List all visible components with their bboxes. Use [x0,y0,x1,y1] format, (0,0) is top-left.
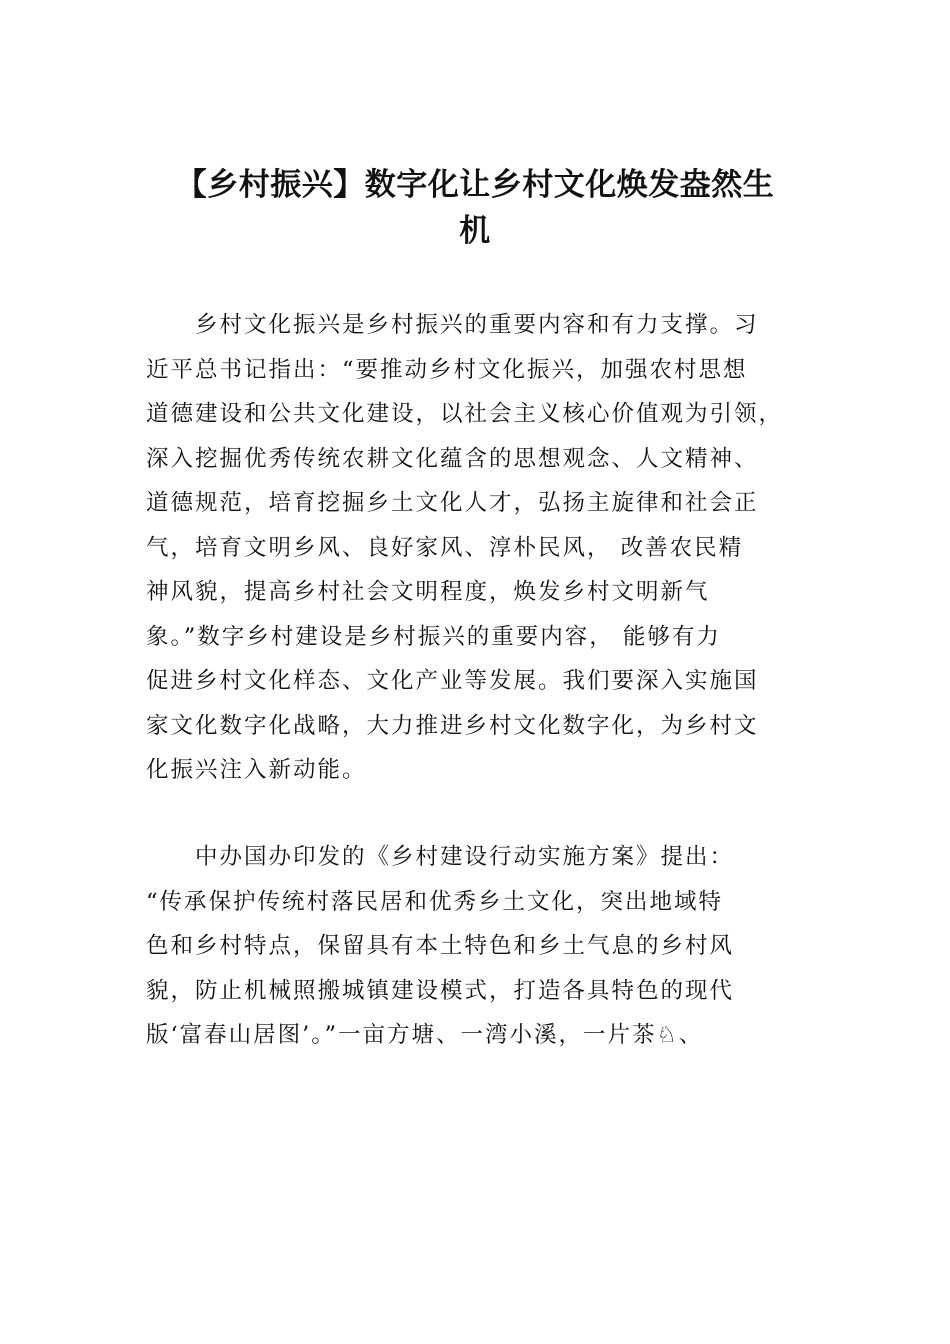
paragraph-line: 乡村文化振兴是乡村振兴的重要内容和有力支撑。习 [146,312,759,338]
paragraph-line: 家文化数字化战略，大力推进乡村文化数字化，为乡村文 [146,712,759,739]
paragraph-line: 近平总书记指出：“要推动乡村文化振兴，加强农村思想 [146,356,748,383]
paragraph-line: 神风貌，提高乡村社会文明程度，焕发乡村文明新气 [146,579,710,605]
paragraph-line: 象。”数字乡村建设是乡村振兴的重要内容， 能够有力 [146,623,721,650]
paragraph-line: 化振兴注入新动能。 [146,757,367,783]
paragraph-line: 色和乡村特点，保留具有本土特色和乡土气息的乡村风 [146,933,735,959]
paragraph-line: 中办国办印发的《乡村建设行动实施方案》提出： [146,844,735,870]
paragraph-line: 道德建设和公共文化建设，以社会主义核心价值观为引领， [146,401,784,427]
paragraph-line: 深入挖掘优秀传统农耕文化蕴含的思想观念、人文精神、 [146,445,759,472]
paragraph-line: 貌，防止机械照搬城镇建设模式，打造各具特色的现代 [146,977,735,1004]
body-paragraph [146,835,734,1058]
paragraph-line: 道德规范，培育挖掘乡土文化人才，弘扬主旋律和社会正 [146,490,759,516]
paragraph-line: 促进乡村文化样态、文化产业等发展。我们要深入实施国 [146,668,759,694]
title-line: 机 [459,213,491,249]
title-line: 【乡村振兴】数字化让乡村文化焕发盎然生 [175,167,775,203]
paragraph-line: “传承保护传统村落民居和优秀乡土文化，突出地域特 [146,888,724,915]
paragraph-line: 气，培育文明乡风、良好家风、淳朴民风， 改善农民精 [146,534,744,561]
body-paragraph [146,303,783,793]
document-title [130,162,820,254]
paragraph-line: 版‘富春山居图’。”一亩方塘、一湾小溪，一片茶♘、 [146,1022,704,1048]
